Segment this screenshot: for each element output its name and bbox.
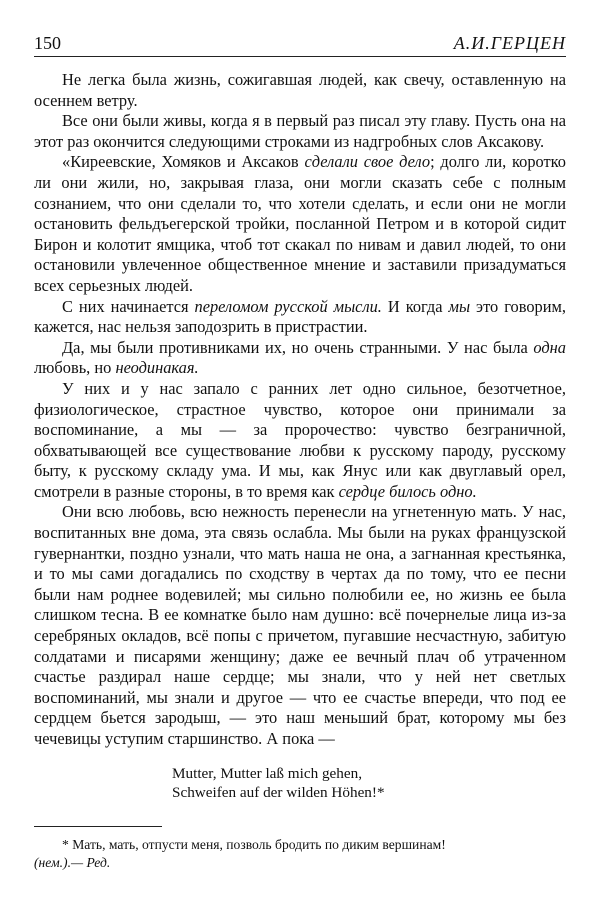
text-run: «Киреевские, Хомяков и Аксаков xyxy=(62,152,305,172)
running-header xyxy=(34,32,566,57)
footnote xyxy=(34,836,566,872)
text-run: Да, мы были противниками их, но очень странными. У нас была xyxy=(62,337,534,357)
paragraph xyxy=(34,338,566,379)
verse-line: Schweifen auf der wilden Höhen!* xyxy=(172,783,385,801)
paragraph xyxy=(34,152,566,296)
emphasis-text: одна xyxy=(533,337,566,357)
page-number: 150 xyxy=(34,33,61,53)
verse-quote xyxy=(172,764,566,802)
emphasis-text: сделали свое дело xyxy=(304,152,431,172)
verse-line: Mutter, Mutter laß mich gehen, xyxy=(172,764,363,782)
text-run: Не легка была жизнь, сожигавшая людей, как свечу, оставленную на осеннем ветру. xyxy=(34,70,566,110)
text-run: И когда xyxy=(381,296,449,316)
paragraph xyxy=(34,111,566,152)
footnote-divider xyxy=(34,826,162,827)
text-run: это говорим, кажется, нас нельзя заподозрить в пристрастии. xyxy=(34,296,566,337)
text-run: ; долго ли, коротко ли они жили, но, закрывая глаза, они могли сказать себе с полным сознанием, что они сделали то, что хотели сделать, и если они не могли остановить фельдъегерской тройки, посланной Петром и в которой сидит Бирон и колотит ямщика, чтоб тот скакал по нивам и давил людей, то они остановили увлеченное общественное мнение и заставили призадуматься всех серьезных людей. xyxy=(34,152,566,295)
paragraph xyxy=(34,502,566,749)
paragraph xyxy=(34,297,566,338)
emphasis-text: сердце билось одно. xyxy=(338,481,477,501)
emphasis-text: мы xyxy=(448,296,471,316)
text-run: любовь, но xyxy=(34,358,116,378)
text-run: У них и у нас запало с ранних лет одно сильное, безотчетное, физиологическое, страстное чувство, которое они принимали за воспоминание, а мы — за пророчество: чувство безграничной, обхватывающей все существование любви к русскому пароду, русскому быту, к русскому складу ума. И мы, как Янус или как двуглавый орел, смотрели в разные стороны, в то время как xyxy=(34,378,566,501)
paragraph xyxy=(34,379,566,503)
body-text xyxy=(34,70,566,750)
footnote-text: * Мать, мать, отпусти меня, позволь бродить по диким вершинам! xyxy=(62,836,446,852)
text-run: Все они были живы, когда я в первый раз писал эту главу. Пусть она на этот раз окончится следующими строками из надгробных слов Аксакову. xyxy=(34,111,566,151)
emphasis-text: неодинакая. xyxy=(115,358,199,378)
paragraph xyxy=(34,70,566,111)
footnote-source: (нем.).— Ред. xyxy=(34,854,111,870)
text-run: Они всю любовь, всю нежность перенесли на угнетенную мать. У нас, воспитанных вне дома, эта связь ослабла. Мы были на руках французской гувернантки, поздно узнали, что мать наша не она, а загнанная крестьянка, и то мы сами догадались по сходству в чертах да по тому, что ее песни были нам роднее водевилей; мы сильно полюбили ее, но жизнь ее была слишком тесна. В ее комнатке было нам душно: всё почернелые лица из-за серебряных окладов, всё попы с причетом, пугавшие несчастную, забитую солдатами и писарями женщину; даже ее вечный плач об утраченном счастье раздирал наше сердце; мы знали, что у ней нет светлых воспоминаний, мы знали и другое — что ее счастье впереди, что под ее сердцем бьется зародыш, — это наш меньший брат, которому мы без чечевицы уступим старшинство. А пока — xyxy=(34,502,566,748)
book-page xyxy=(34,32,566,872)
text-run: С них начинается xyxy=(62,296,195,316)
running-head-author: А.И.ГЕРЦЕН xyxy=(453,33,566,53)
emphasis-text: переломом русской мысли. xyxy=(194,296,382,316)
